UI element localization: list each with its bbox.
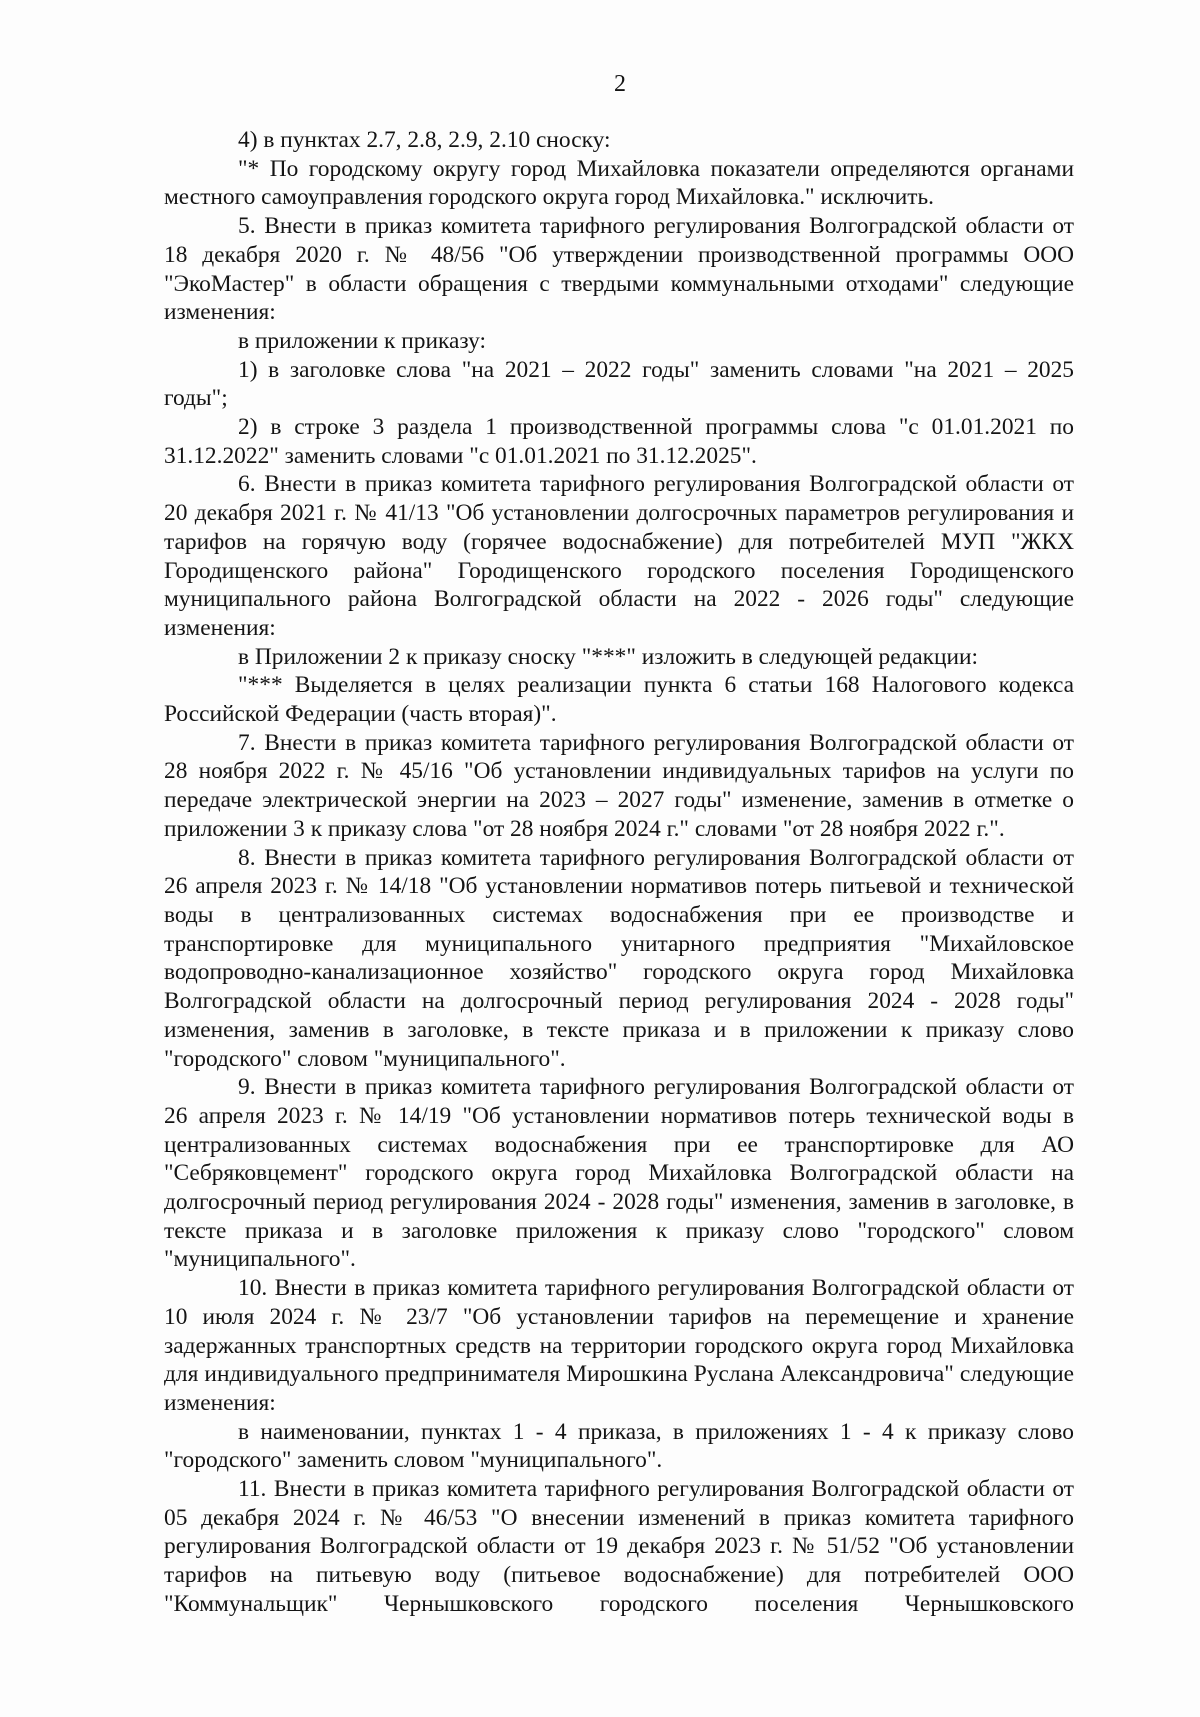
paragraph-item-7: 7. Внести в приказ комитета тарифного регулирования Волгоградской области от 28 ноября 2022 г. № 45/16 "Об установлении индивидуальных тарифов на услуги по передаче электрической энергии на 2023 – 2027 годы" изменение, заменив в отметке о приложении 3 к приказу слова "от 28 ноября 2024 г." словами "от 28 ноября 2022 г.". xyxy=(164,729,1074,842)
paragraph-item-10-changes: в наименовании, пунктах 1 - 4 приказа, в приложениях 1 - 4 к приказу слово "городского" заменить словом "муниципального". xyxy=(164,1418,1074,1474)
page-number: 2 xyxy=(614,71,626,97)
paragraph-item-5: 5. Внести в приказ комитета тарифного регулирования Волгоградской области от 18 декабря 2020 г. № 48/56 "Об утверждении производственной программы ООО "ЭкоМастер" в области обращения с твердыми коммунальными отходами" следующие изменения: xyxy=(164,213,1074,326)
paragraph-item-10: 10. Внести в приказ комитета тарифного регулирования Волгоградской области от 10 июля 2024 г. № 23/7 "Об установлении тарифов на перемещение и хранение задержанных транспортных средств на территории городского округа город Михайловка для индивидуального предпринимателя Мирошкина Руслана Александровича" следующие изменения: xyxy=(164,1275,1074,1416)
paragraph-item-6: 6. Внести в приказ комитета тарифного регулирования Волгоградской области от 20 декабря 2021 г. № 41/13 "Об установлении долгосрочных параметров регулирования и тарифов на горячую воду (горячее водоснабжение) для потребителей МУП "ЖКХ Городищенского района" Городищенского городского поселения Городищенского муниципального района Волгоградской области на 2022 - 2026 годы" следующие изменения: xyxy=(164,471,1074,641)
paragraph-item-11: 11. Внести в приказ комитета тарифного регулирования Волгоградской области от 05 декабря 2024 г. № 46/53 "О внесении изменений в приказ комитета тарифного регулирования Волгоградской области от 19 декабря 2023 г. № 51/52 "Об установлении тарифов на питьевую воду (питьевое водоснабжение) для потребителей ООО "Коммунальщик" Чернышковского городского поселения Чернышковского xyxy=(164,1476,1074,1617)
paragraph-item-9: 9. Внести в приказ комитета тарифного регулирования Волгоградской области от 26 апреля 2023 г. № 14/19 "Об установлении нормативов потерь технической воды в централизованных системах водоснабжения при ее транспортировке для АО "Себряковцемент" городского округа город Михайловка Волгоградской области на долгосрочный период регулирования 2024 - 2028 годы" изменения, заменив в заголовке, в тексте приказа и в заголовке приложения к приказу слово "городского" словом "муниципального". xyxy=(164,1074,1074,1273)
paragraph-4-footnote-intro: 4) в пунктах 2.7, 2.8, 2.9, 2.10 сноску: xyxy=(238,127,611,153)
paragraph-item-8: 8. Внести в приказ комитета тарифного регулирования Волгоградской области от 26 апреля 2023 г. № 14/18 "Об установлении нормативов потерь питьевой и технической воды в централизованных системах водоснабжения при ее производстве и транспортировке для муниципального унитарного предприятия "Михайловское водопроводно-канализационное хозяйство" городского округа город Михайловка Волгоградской области на долгосрочный период регулирования 2024 - 2028 годы" изменения, заменив в заголовке, в тексте приказа и в приложении к приказу слово "городского" словом "муниципального". xyxy=(164,844,1074,1072)
paragraph-item-5-sub-2: 2) в строке 3 раздела 1 производственной программы слова "с 01.01.2021 по 31.12.2022" заменить словами "с 01.01.2021 по 31.12.2025". xyxy=(164,414,1074,469)
paragraph-item-6-appendix: в Приложении 2 к приказу сноску "***" изложить в следующей редакции: xyxy=(238,643,979,670)
paragraph-item-6-footnote: "*** Выделяется в целях реализации пункта 6 статьи 168 Налогового кодекса Российской Федерации (часть вторая)". xyxy=(164,672,1074,728)
paragraph-item-5-appendix: в приложении к приказу: xyxy=(238,327,487,354)
paragraph-footnote-quote: "* По городскому округу город Михайловка показатели определяются органами местного самоуправления городского округа город Михайловка." исключить. xyxy=(164,155,1074,211)
document-body xyxy=(164,126,1074,1619)
paragraph-item-5-sub-1: 1) в заголовке слова "на 2021 – 2022 годы" заменить словами "на 2021 – 2025 годы"; xyxy=(164,356,1074,412)
